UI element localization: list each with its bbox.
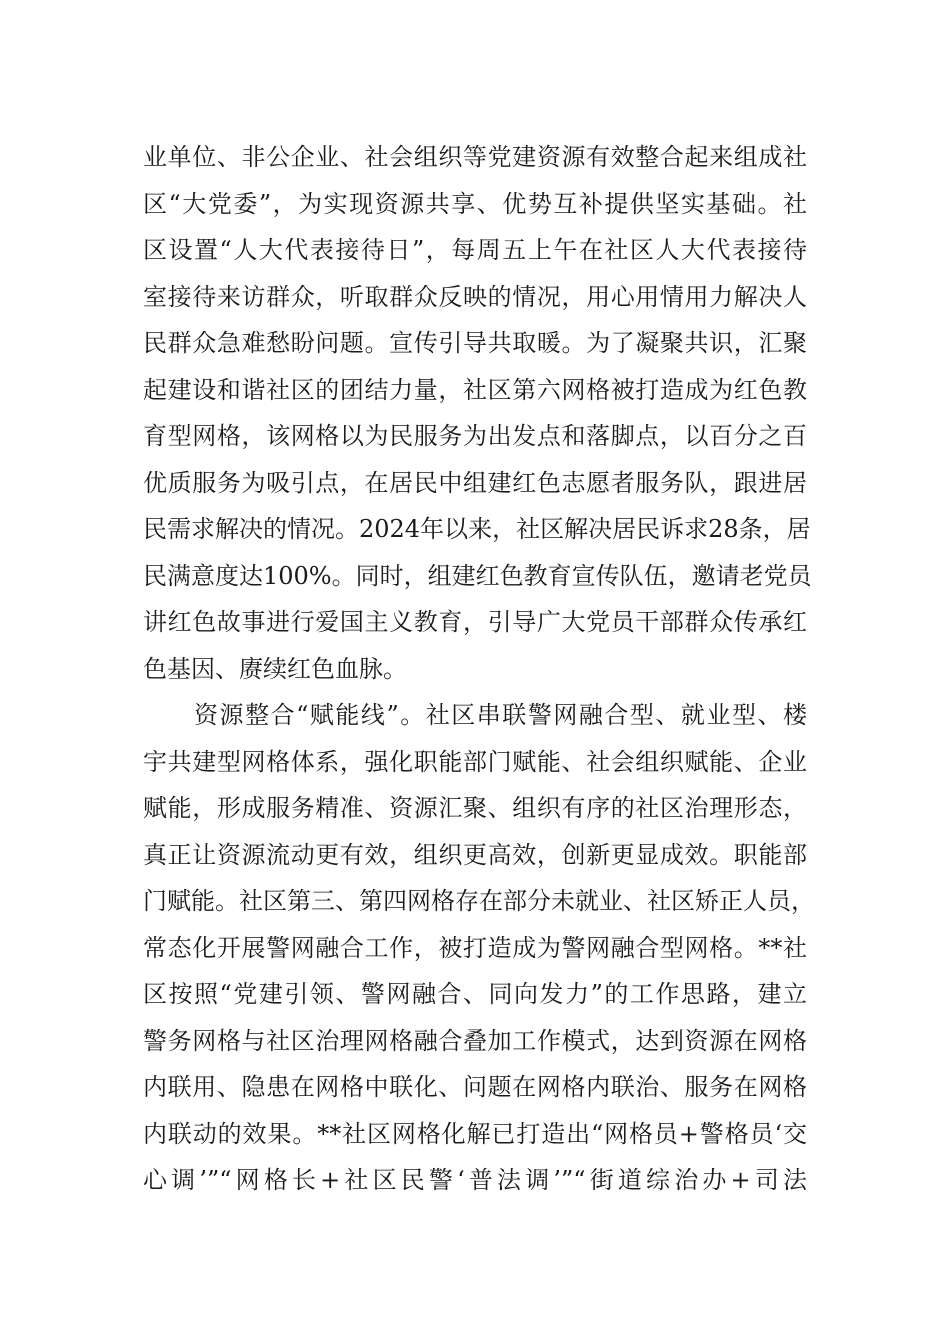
text-line: 民满意度达100%。同时，组建红色教育宣传队伍，邀请老党员 bbox=[143, 561, 812, 590]
paragraph-start-line: 资源整合“赋能线”。社区串联警网融合型、就业型、楼 bbox=[143, 701, 807, 729]
text-line: 宇共建型网格体系，强化职能部门赋能、社会组织赋能、企业 bbox=[143, 747, 807, 776]
text-line: 业单位、非公企业、社会组织等党建资源有效整合起来组成社 bbox=[143, 143, 807, 171]
text-line: 区“大党委”，为实现资源共享、优势互补提供坚实基础。社 bbox=[143, 189, 807, 218]
text-line: 讲红色故事进行爱国主义教育，引导广大党员干部群众传承红 bbox=[143, 608, 807, 636]
text-line: 心调’”“网格长+社区民警‘普法调’”“街道综治办+司法 bbox=[143, 1166, 807, 1194]
text-line: 区设置“人大代表接待日”，每周五上午在社区人大代表接待 bbox=[143, 236, 807, 264]
text-line: 内联用、隐患在网格中联化、问题在网格内联治、服务在网格 bbox=[143, 1073, 807, 1101]
text-line: 起建设和谐社区的团结力量，社区第六网格被打造成为红色教 bbox=[143, 375, 807, 404]
text-line: 门赋能。社区第三、第四网格存在部分未就业、社区矫正人员， bbox=[143, 887, 815, 915]
text-line: 室接待来访群众，听取群众反映的情况，用心用情用力解决人 bbox=[143, 282, 807, 311]
text-line: 警务网格与社区治理网格融合叠加工作模式，达到资源在网格 bbox=[143, 1026, 807, 1055]
text-line: 区按照“党建引领、警网融合、同向发力”的工作思路，建立 bbox=[143, 980, 807, 1008]
text-line: 民需求解决的情况。2024年以来，社区解决居民诉求28条，居 bbox=[143, 515, 811, 543]
text-line: 赋能，形成服务精准、资源汇聚、组织有序的社区治理形态， bbox=[143, 794, 807, 822]
text-line: 育型网格，该网格以为民服务为出发点和落脚点，以百分之百 bbox=[143, 422, 807, 450]
text-line: 内联动的效果。**社区网格化解已打造出“网格员+警格员‘交 bbox=[143, 1119, 807, 1148]
text-line: 常态化开展警网融合工作，被打造成为警网融合型网格。**社 bbox=[143, 933, 807, 962]
text-line: 民群众急难愁盼问题。宣传引导共取暖。为了凝聚共识，汇聚 bbox=[143, 329, 807, 357]
text-line: 优质服务为吸引点，在居民中组建红色志愿者服务队，跟进居 bbox=[143, 468, 807, 497]
document-body bbox=[143, 134, 815, 1204]
text-line: 真正让资源流动更有效，组织更高效，创新更显成效。职能部 bbox=[143, 840, 807, 869]
paragraph-end-line: 色基因、赓续红色血脉。 bbox=[143, 654, 407, 683]
